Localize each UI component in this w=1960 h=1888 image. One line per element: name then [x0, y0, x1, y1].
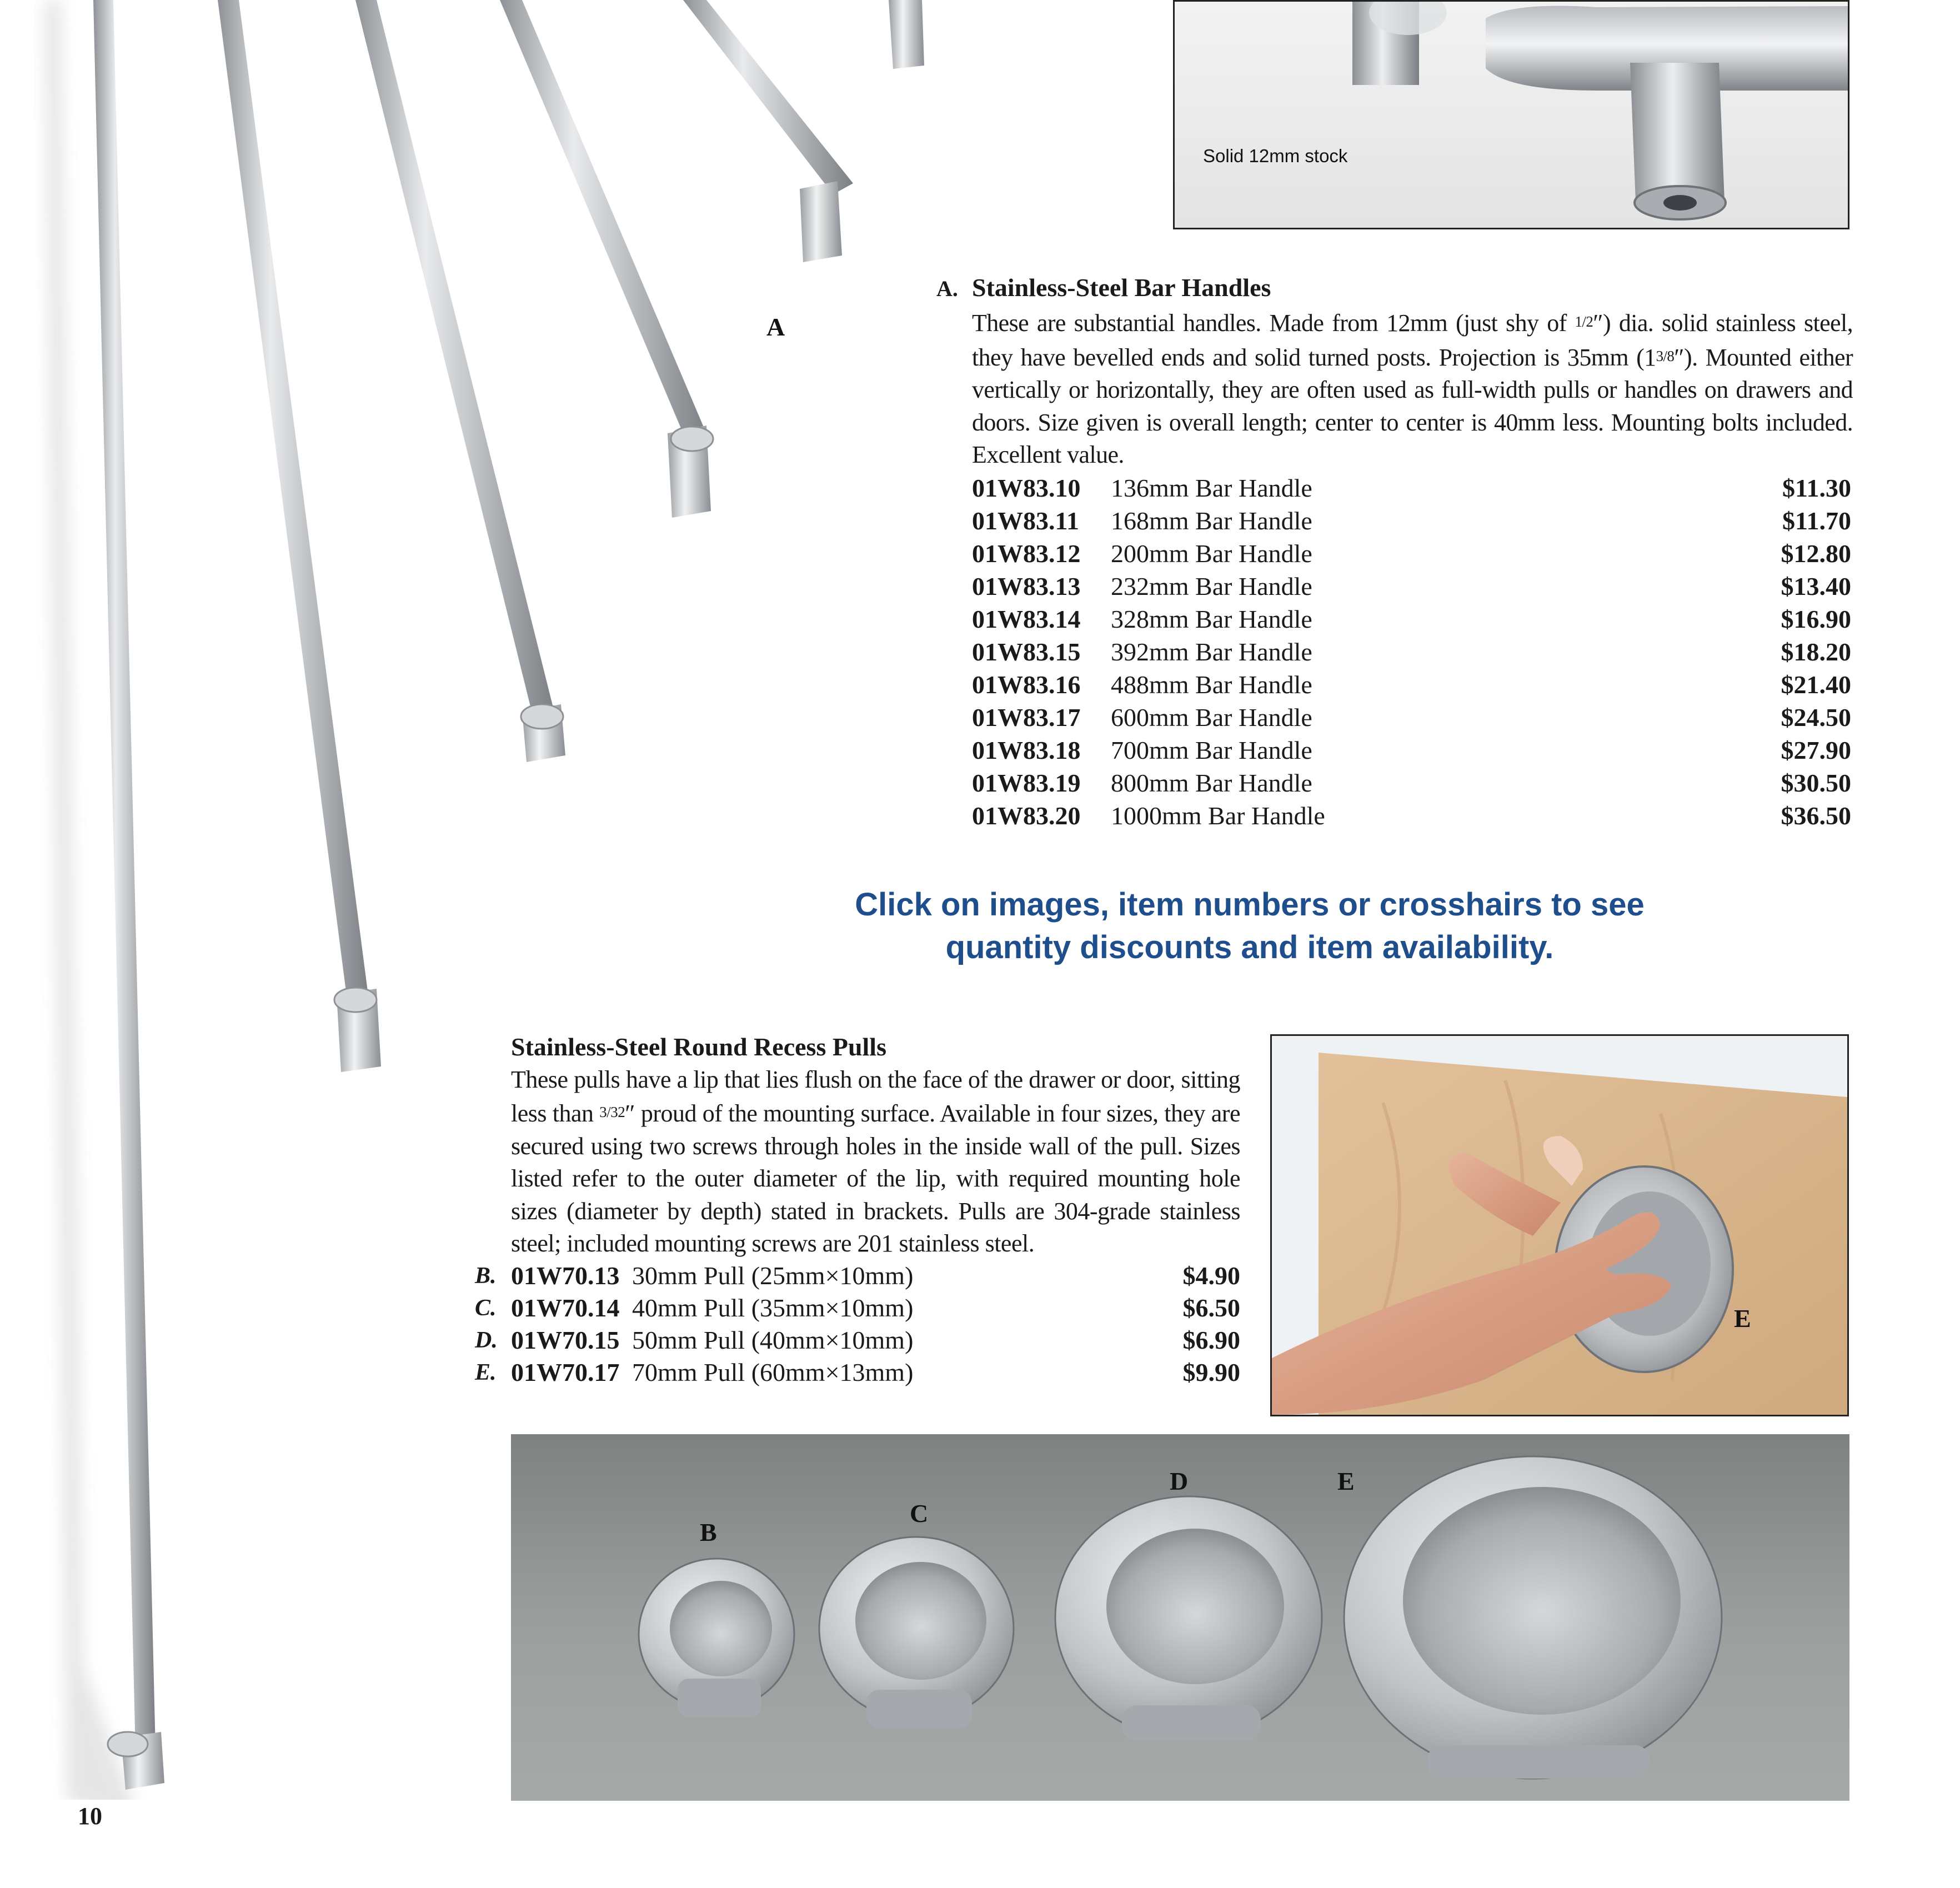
item-name: 392mm Bar Handle — [1111, 637, 1312, 666]
recess-pulls-section — [475, 1030, 1240, 1389]
item-price: $4.90 — [1182, 1261, 1240, 1290]
recess-pulls-description — [511, 1064, 1240, 1260]
item-name: 50mm Pull (40mm×10mm) — [632, 1326, 914, 1355]
inset-caption: Solid 12mm stock — [1203, 146, 1348, 166]
item-price: $30.50 — [1781, 768, 1851, 797]
item-number[interactable]: 01W83.19 — [972, 768, 1081, 797]
label-e-hand: E — [1734, 1304, 1751, 1333]
price-row — [475, 1292, 1240, 1324]
price-row — [972, 668, 1851, 701]
item-price: $24.50 — [1781, 703, 1851, 732]
price-row — [475, 1356, 1240, 1389]
product-a-heading — [936, 271, 1853, 306]
pulls-desc-part: These pulls have a lip that lies flush on the face of the drawer or door, sitting less than — [511, 1066, 1240, 1128]
item-price: $16.90 — [1781, 604, 1851, 633]
item-price: $6.90 — [1182, 1326, 1240, 1355]
item-letter: B. — [475, 1263, 497, 1289]
item-number[interactable]: 01W70.17 — [511, 1358, 620, 1387]
item-number[interactable]: 01W83.18 — [972, 735, 1081, 764]
item-price: $36.50 — [1781, 801, 1851, 830]
item-number[interactable]: 01W83.17 — [972, 703, 1081, 732]
label-c: C — [910, 1499, 929, 1528]
inset-photo-solid-stock[interactable] — [1173, 0, 1849, 229]
page-number: 10 — [78, 1802, 102, 1830]
product-a-desc-part: ″). Mounted either vertically or horizontally, they are often used as full-width pulls or handles on drawers and doors. Size given is overall length; center to center is 40mm less. Mounting bolts included. Excellent value. — [972, 343, 1853, 468]
item-name: 136mm Bar Handle — [1111, 473, 1312, 502]
price-row — [972, 635, 1851, 668]
item-name: 70mm Pull (60mm×13mm) — [632, 1358, 914, 1387]
item-number[interactable]: 01W70.13 — [511, 1261, 620, 1290]
item-price: $11.30 — [1782, 473, 1851, 502]
item-number[interactable]: 01W83.13 — [972, 572, 1081, 600]
product-a-description — [972, 306, 1853, 472]
item-name: 200mm Bar Handle — [1111, 539, 1312, 568]
price-row — [972, 701, 1851, 734]
callout-line-2: quantity discounts and item availability. — [945, 929, 1554, 965]
price-row — [972, 799, 1851, 832]
label-a: A — [766, 313, 785, 341]
item-price: $13.40 — [1781, 572, 1851, 600]
recess-pulls-heading: Stainless-Steel Round Recess Pulls — [511, 1033, 886, 1061]
item-price: $18.20 — [1781, 637, 1851, 666]
item-name: 40mm Pull (35mm×10mm) — [632, 1294, 914, 1323]
price-row — [972, 767, 1851, 799]
item-price: $21.40 — [1781, 670, 1851, 699]
fraction: 3/32 — [599, 1104, 625, 1121]
item-number[interactable]: 01W83.20 — [972, 801, 1081, 830]
product-a-desc-part: These are substantial handles. Made from 12mm (just shy of — [972, 309, 1575, 337]
item-name: 488mm Bar Handle — [1111, 670, 1312, 699]
availability-callout — [750, 883, 1750, 969]
item-name: 30mm Pull (25mm×10mm) — [632, 1261, 914, 1290]
label-d: D — [1170, 1467, 1189, 1495]
item-number[interactable]: 01W70.14 — [511, 1294, 620, 1323]
item-price: $27.90 — [1781, 735, 1851, 764]
item-number[interactable]: 01W83.10 — [972, 473, 1081, 502]
price-row — [972, 734, 1851, 767]
item-letter: E. — [475, 1360, 497, 1386]
label-b: B — [700, 1518, 717, 1546]
recess-pull-in-use-photo[interactable] — [1270, 1034, 1849, 1416]
item-name: 1000mm Bar Handle — [1111, 801, 1325, 830]
item-number[interactable]: 01W83.11 — [972, 506, 1079, 535]
item-name: 600mm Bar Handle — [1111, 703, 1312, 732]
item-price: $12.80 — [1781, 539, 1851, 568]
item-name: 800mm Bar Handle — [1111, 768, 1312, 797]
product-a-letter: A. — [936, 276, 958, 301]
item-name: 328mm Bar Handle — [1111, 604, 1312, 633]
pulls-desc-part: ″ proud of the mounting surface. Available in four sizes, they are secured using two screws through holes in the inside wall of the pull. Sizes listed refer to the outer diameter of the lip, with required mounting hole sizes (diameter by depth) stated in brackets. Pulls are 304-grade stainless steel; included mounting screws are 201 stainless steel. — [511, 1100, 1240, 1258]
price-row — [972, 537, 1851, 570]
price-row — [972, 603, 1851, 635]
item-number[interactable]: 01W70.15 — [511, 1326, 620, 1355]
item-letter: D. — [475, 1328, 498, 1354]
item-number[interactable]: 01W83.15 — [972, 637, 1081, 666]
fraction: 3/8 — [1656, 347, 1675, 364]
price-row — [972, 472, 1851, 504]
fraction: 1/2 — [1575, 313, 1593, 330]
product-a-desc-part: ″) dia. solid stainless steel, they have bevelled ends and solid turned posts. Projection is 35mm (1 — [972, 309, 1853, 371]
product-a-price-list — [972, 472, 1851, 832]
callout-line-1: Click on images, item numbers or crosshairs to see — [855, 887, 1645, 923]
item-price: $9.90 — [1182, 1358, 1240, 1387]
price-row — [972, 504, 1851, 537]
item-number[interactable]: 01W83.12 — [972, 539, 1081, 568]
item-letter: C. — [475, 1295, 497, 1321]
recess-pulls-photo[interactable] — [511, 1434, 1849, 1801]
label-e: E — [1337, 1467, 1355, 1495]
item-name: 232mm Bar Handle — [1111, 572, 1312, 600]
item-number[interactable]: 01W83.14 — [972, 604, 1081, 633]
product-a-section — [936, 271, 1853, 832]
price-row — [475, 1260, 1240, 1292]
price-row — [475, 1324, 1240, 1356]
item-name: 168mm Bar Handle — [1111, 506, 1312, 535]
item-price: $11.70 — [1782, 506, 1851, 535]
hand-pull-illustration — [1272, 1036, 1847, 1415]
item-price: $6.50 — [1182, 1294, 1240, 1323]
bar-handle-closeup-illustration — [1175, 2, 1848, 228]
item-number[interactable]: 01W83.16 — [972, 670, 1081, 699]
product-a-title: Stainless-Steel Bar Handles — [972, 273, 1271, 302]
recess-pulls-price-list — [475, 1260, 1240, 1389]
item-name: 700mm Bar Handle — [1111, 735, 1312, 764]
price-row — [972, 570, 1851, 603]
